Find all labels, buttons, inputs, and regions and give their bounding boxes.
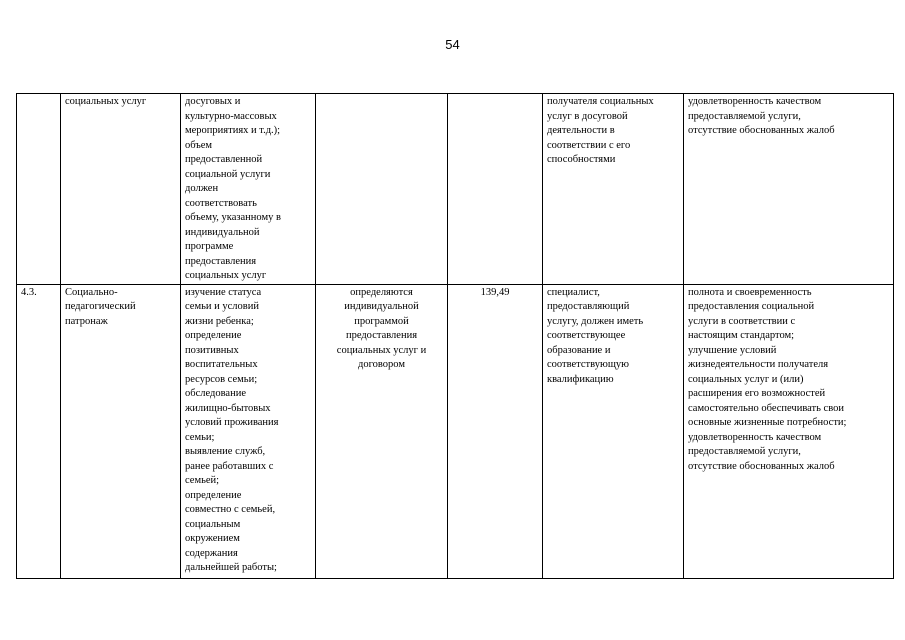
cell-service-content: изучение статуса семьи и условий жизни ребенка; определение позитивных воспитательных ресурсов семьи; обследование жилищно-бытовых условий проживания семьи; выявление служб, ранее работавших с семьей; определение совместно с семьей, социальным окружением содержания дальнейшей работы; <box>181 284 316 578</box>
cell-service-name: социальных услуг <box>61 94 181 285</box>
table-row <box>17 284 894 578</box>
cell-deadline: определяются индивидуальной программой предоставления социальных услуг и договором <box>316 284 448 578</box>
cell-quality-indicators: удовлетворенность качеством предоставляемой услуги, отсутствие обоснованных жалоб <box>684 94 894 285</box>
cell-num: 4.3. <box>17 284 61 578</box>
cell-service-name: Социально- педагогический патронаж <box>61 284 181 578</box>
cell-rate <box>448 94 543 285</box>
cell-service-content: досуговых и культурно-массовых мероприятиях и т.д.); объем предоставленной социальной услуги должен соответствовать объему, указанному в индивидуальной программе предоставления социальных услуг <box>181 94 316 285</box>
cell-num <box>17 94 61 285</box>
cell-conditions: получателя социальных услуг в досуговой деятельности в соответствии с его способностями <box>543 94 684 285</box>
table-row <box>17 94 894 285</box>
cell-conditions: специалист, предоставляющий услугу, должен иметь соответствующее образование и соответствующую квалификацию <box>543 284 684 578</box>
cell-deadline <box>316 94 448 285</box>
services-table <box>16 93 894 579</box>
page-number: 54 <box>445 37 460 52</box>
cell-quality-indicators: полнота и своевременность предоставления социальной услуги в соответствии с настоящим стандартом; улучшение условий жизнедеятельности получателя социальных услуг и (или) расширения его возможностей самостоятельно обеспечивать свои основные жизненные потребности; удовлетворенность качеством предоставляемой услуги, отсутствие обоснованных жалоб <box>684 284 894 578</box>
cell-rate: 139,49 <box>448 284 543 578</box>
